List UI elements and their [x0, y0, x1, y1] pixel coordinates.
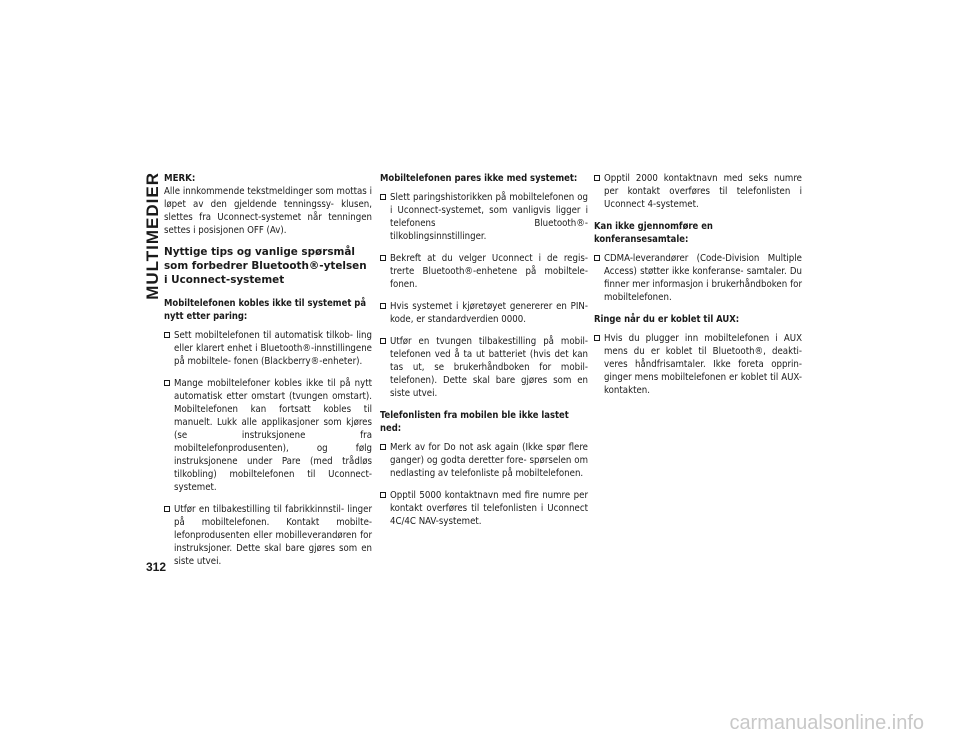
list-item: Hvis systemet i kjøretøyet genererer en PIN-kode, er standardverdien 0000. — [380, 300, 588, 326]
square-bullet-icon — [164, 332, 170, 338]
note-label: MERK: — [164, 173, 196, 184]
list-item: Bekreft at du velger Uconnect i de regis- trerte Bluetooth®-enhetene på mobiltele- fonen. — [380, 252, 588, 291]
column-2 — [380, 172, 588, 537]
list-item: Utfør en tilbakestilling til fabrikkinnstil- linger på mobiltelefonen. Kontakt mobilte- lefonprodusenten eller mobilleverandøren for instruksjoner. Dette skal bare gjøres som en siste utvei. — [164, 503, 372, 568]
subsection-title: Telefonlisten fra mobilen ble ikke lastet ned: — [380, 410, 569, 434]
list-item: Mange mobiltelefoner kobles ikke til på nytt automatisk etter omstart (tvungen omstart). Mobiltelefonen kan fortsatt kobles til manuelt. Lukk alle applikasjoner som kjøres (se instruksjonene fra mobiltelefonprodusenten), og følg instruksjonene under Pare (med trådløs tilkobling) mobiltelefonen til Uconnect-systemet. — [164, 377, 372, 494]
section-title: MULTIMEDIER — [143, 172, 162, 300]
list-item: Hvis du plugger inn mobiltelefonen i AUX mens du er koblet til Bluetooth®, deakti- veres håndfrisamtaler. Ikke foreta opprin- ginger mens mobiltelefonen er koblet til AUX-kontakten. — [594, 332, 802, 397]
square-bullet-icon — [594, 175, 600, 181]
square-bullet-icon — [380, 338, 386, 344]
square-bullet-icon — [594, 335, 600, 341]
list-item: Utfør en tvungen tilbakestilling på mobil- telefonen ved å ta ut batteriet (hvis det kan tas ut, se brukerhåndboken for mobil- telefonen). Dette skal bare gjøres som en siste utvei. — [380, 335, 588, 400]
list-item: Slett paringshistorikken på mobiltelefonen og i Uconnect-systemet, som vanligvis ligger i telefonens Bluetooth®- tilkoblingsinnstillinger. — [380, 191, 588, 243]
square-bullet-icon — [380, 255, 386, 261]
subsection-title: Ringe når du er koblet til AUX: — [594, 314, 740, 325]
square-bullet-icon — [594, 255, 600, 261]
list-item: Opptil 2000 kontaktnavn med seks numre per kontakt overføres til telefonlisten i Uconnect 4-systemet. — [594, 172, 802, 211]
list-item: Merk av for Do not ask again (Ikke spør flere ganger) og godta deretter fore- spørselen om nedlasting av telefonliste på mobiltelefonen. — [380, 441, 588, 480]
square-bullet-icon — [380, 492, 386, 498]
subsection-title: Mobiltelefonen kobles ikke til systemet på nytt etter paring: — [164, 298, 367, 322]
square-bullet-icon — [164, 380, 170, 386]
watermark-footer: carmanualsonline.info — [729, 712, 924, 734]
note-text: Alle innkommende tekstmeldinger som mottas i løpet av den gjeldende tenningssy- klusen, slettes fra Uconnect-systemet når tenningen settes i posisjonen OFF (Av). — [164, 186, 372, 236]
square-bullet-icon — [380, 444, 386, 450]
square-bullet-icon — [380, 303, 386, 309]
column-1 — [164, 172, 372, 577]
column-3 — [594, 172, 802, 406]
list-item: Opptil 5000 kontaktnavn med fire numre per kontakt overføres til telefonlisten i Uconnect 4C/4C NAV-systemet. — [380, 489, 588, 528]
list-item: Sett mobiltelefonen til automatisk tilkob- ling eller klarert enhet i Bluetooth®-innstillingene på mobiltele- fonen (Blackberry®-enheter). — [164, 329, 372, 368]
square-bullet-icon — [164, 506, 170, 512]
page-number: 312 — [146, 560, 167, 574]
subsection-title: Mobiltelefonen pares ikke med systemet: — [380, 173, 578, 184]
square-bullet-icon — [380, 194, 386, 200]
list-item: CDMA-leverandører (Code-Division Multiple Access) støtter ikke konferanse- samtaler. Du finner mer informasjon i brukerhåndboken for mobiltelefonen. — [594, 252, 802, 304]
subsection-title: Kan ikke gjennomføre en konferansesamtale: — [594, 221, 713, 245]
section-heading: Nyttige tips og vanlige spørsmål som forbedrer Bluetooth®-ytelsen i Uconnect-systemet — [164, 246, 367, 286]
